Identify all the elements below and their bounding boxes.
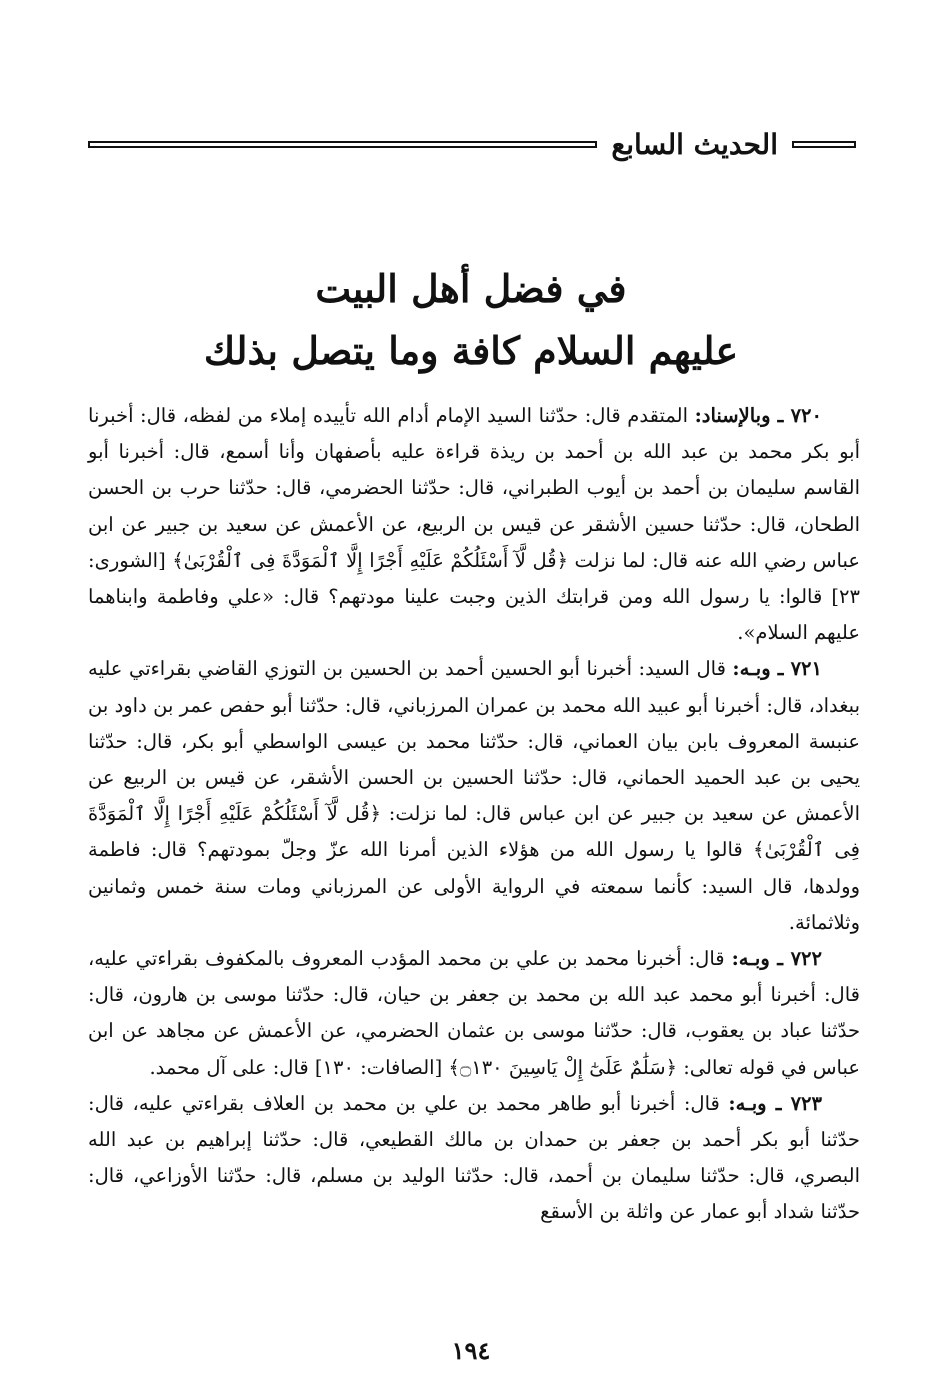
chapter-title-line-2: عليهم السلام كافة وما يتصل بذلك xyxy=(203,328,739,373)
header-rule-right xyxy=(792,141,856,148)
page-number: ١٩٤ xyxy=(451,1336,491,1365)
hadith-paragraph xyxy=(88,398,860,651)
hadith-text: قال السيد: أخبرنا أبو الحسين أحمد بن الحسين بن التوزي القاضي بقراءتي عليه ببغداد، قال: أخبرنا أبو عبيد الله محمد بن عمران المرزباني، قال: حدّثنا أبو حفص عمر بن داود بن عنبسة المعروف بابن بيان العماني، قال: حدّثنا محمد بن عيسى الواسطي أبو بكر، قال: حدّثنا يحيى بن عبد الحميد الحماني، قال: حدّثنا الحسين بن الحسن الأشقر، عن قيس بن الربيع عن الأعمش عن سعيد بن جبير عن ابن عباس قال: لما نزلت: ﴿قُل لَّآ أَسْئَلُكُمْ عَلَيْهِ أَجْرًا إِلَّا ٱلْمَوَدَّةَ فِى ٱلْقُرْبَىٰ﴾ قالوا يا رسول الله من هؤلاء الذين أمرنا الله عزّ وجلّ بمودتهم؟ قال: فاطمة وولدها، قال السيد: كأنما سمعته في الرواية الأولى عن المرزباني ومات سنة خمس وثمانين وثلاثمائة. xyxy=(88,657,860,934)
hadith-number: ٧٢٣ ـ وبـه: xyxy=(728,1091,822,1115)
hadith-text: قال: أخبرنا محمد بن علي بن محمد المؤدب المعروف بالمكفوف بقراءتي عليه، قال: أخبرنا أبو محمد عبد الله بن محمد بن جعفر بن حيان، قال: حدّثنا موسى بن هارون، قال: حدّثنا عباد بن يعقوب، قال: حدّثنا موسى بن عثمان الحضرمي، عن الأعمش عن مجاهد عن ابن عباس في قوله تعالى: ﴿سَلَٰمٌ عَلَىٰٓ إِلْ يَاسِينَ ۝١٣٠﴾ [الصافات: ١٣٠] قال: على آل محمد. xyxy=(88,947,860,1079)
hadith-text: المتقدم قال: حدّثنا السيد الإمام أدام الله تأييده إملاء من لفظه، قال: أخبرنا أبو بكر محمد بن عبد الله بن أحمد بن ريذة قراءة عليه بأصفهان وأنا أسمع، قال: أخبرنا أبو القاسم سليمان بن أحمد بن أيوب الطبراني، قال: حدّثنا الحضرمي، قال: حدّثنا حرب بن الحسن الطحان، قال: حدّثنا حسين الأشقر عن قيس بن الربيع، عن الأعمش عن سعيد بن جبير عن ابن عباس رضي الله عنه قال: لما نزلت ﴿قُل لَّآ أَسْئَلُكُمْ عَلَيْهِ أَجْرًا إِلَّا ٱلْمَوَدَّةَ فِى ٱلْقُرْبَىٰ﴾ [الشورى: ٢٣] قالوا: يا رسول الله ومن قرابتك الذين وجبت علينا مودتهم؟ قال: «علي وفاطمة وابناهما عليهم السلام». xyxy=(88,404,860,645)
hadith-text: قال: أخبرنا أبو طاهر محمد بن علي بن محمد بن العلاف بقراءتي عليه، قال: حدّثنا أبو بكر أحمد بن جعفر بن حمدان بن مالك القطيعي، قال: حدّثنا إبراهيم بن عبد الله البصري، قال: حدّثنا سليمان بن أحمد، قال: حدّثنا الوليد بن مسلم، قال: حدّثنا الأوزاعي، قال: حدّثنا شداد أبو عمار عن واثلة بن الأسقع xyxy=(88,1091,860,1224)
header-title: الحديث السابع xyxy=(611,127,778,161)
header-rule-left xyxy=(88,141,597,148)
running-header xyxy=(88,124,856,164)
hadith-paragraph xyxy=(88,651,860,941)
chapter-title xyxy=(90,258,852,382)
hadith-number: ٧٢١ ـ وبـه: xyxy=(732,657,822,681)
hadith-paragraph xyxy=(88,941,860,1086)
hadith-paragraph xyxy=(88,1086,860,1231)
chapter-title-line-1: في فضل أهل البيت xyxy=(315,266,627,311)
hadith-number: ٧٢٠ ـ وبالإسناد: xyxy=(694,404,822,427)
hadith-number: ٧٢٢ ـ وبـه: xyxy=(731,947,822,971)
body-text xyxy=(88,398,860,1231)
